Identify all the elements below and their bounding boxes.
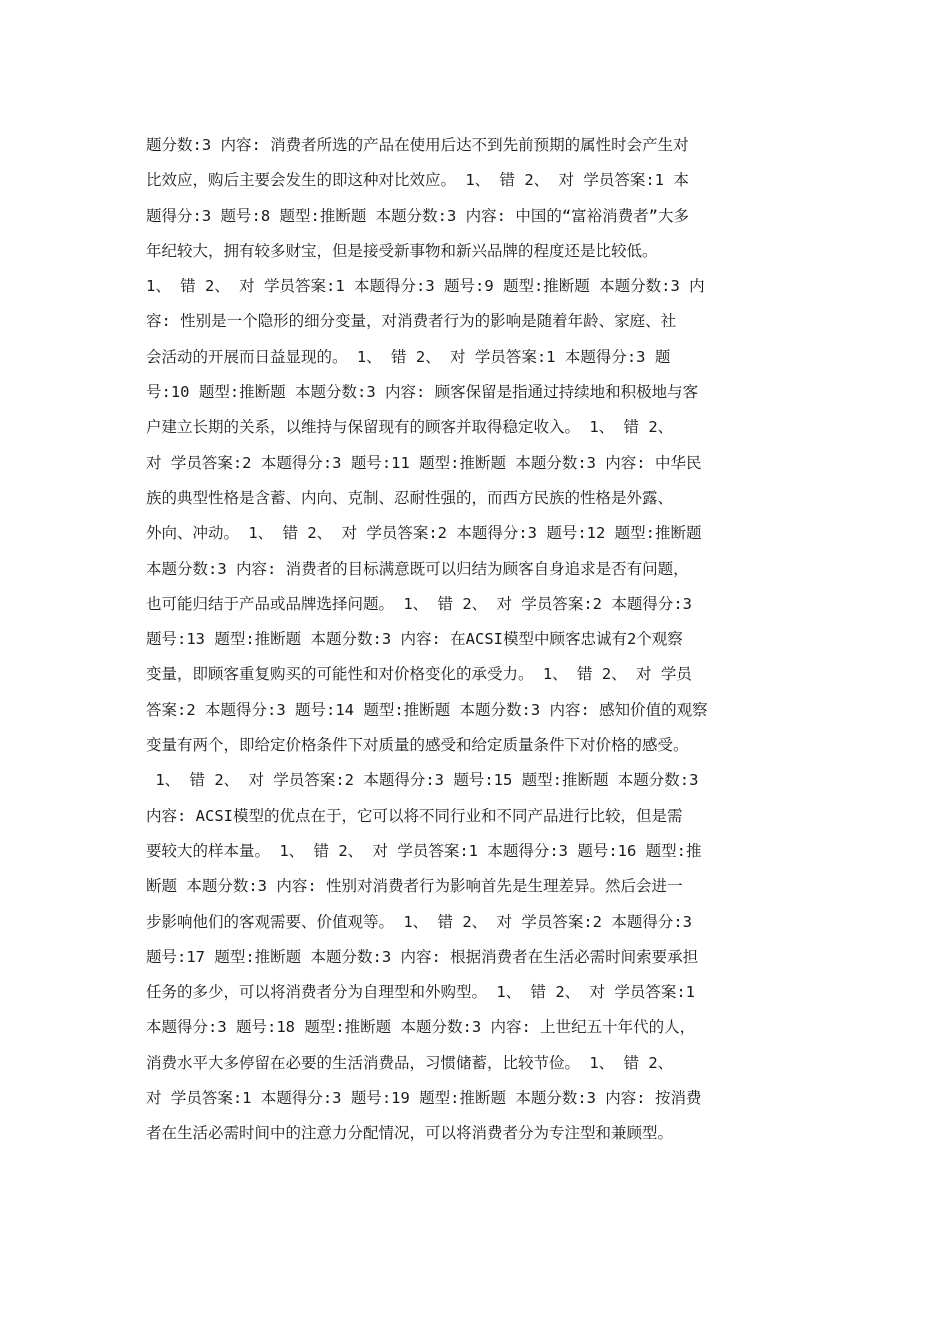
text-line: 号:10 题型:推断题 本题分数:3 内容: 顾客保留是指通过持续地和积极地与客 [146, 383, 699, 402]
body-text [146, 128, 806, 1152]
text-line: 族的典型性格是含蓄、内向、克制、忍耐性强的，而西方民族的性格是外露、 [146, 488, 674, 507]
text-line: 题号:13 题型:推断题 本题分数:3 内容: 在ACSI模型中顾客忠诚有2个观察 [146, 630, 683, 649]
text-line: 题号:17 题型:推断题 本题分数:3 内容: 根据消费者在生活必需时间索要承担 [146, 947, 699, 966]
text-line: 本题得分:3 题号:18 题型:推断题 本题分数:3 内容: 上世纪五十年代的人， [146, 1018, 696, 1037]
text-line: 步影响他们的客观需要、价值观等。 1、 错 2、 对 学员答案:2 本题得分:3 [146, 912, 692, 931]
text-line: 1、 错 2、 对 学员答案:2 本题得分:3 题号:15 题型:推断题 本题分数:3 [146, 771, 699, 790]
text-line: 容: 性别是一个隐形的细分变量，对消费者行为的影响是随着年龄、家庭、社 [146, 312, 677, 331]
text-line: 者在生活必需时间中的注意力分配情况，可以将消费者分为专注型和兼顾型。 [146, 1124, 674, 1143]
text-line: 变量有两个，即给定价格条件下对质量的感受和给定质量条件下对价格的感受。 [146, 736, 689, 755]
text-line: 变量，即顾客重复购买的可能性和对价格变化的承受力。 1、 错 2、 对 学员 [146, 665, 692, 684]
text-line: 内容: ACSI模型的优点在于，它可以将不同行业和不同产品进行比较，但是需 [146, 806, 683, 825]
text-line: 会活动的开展而日益显现的。 1、 错 2、 对 学员答案:1 本题得分:3 题 [146, 347, 671, 366]
text-line: 也可能归结于产品或品牌选择问题。 1、 错 2、 对 学员答案:2 本题得分:3 [146, 594, 692, 613]
text-line: 任务的多少，可以将消费者分为自理型和外购型。 1、 错 2、 对 学员答案:1 [146, 983, 695, 1002]
text-line: 比效应，购后主要会发生的即这种对比效应。 1、 错 2、 对 学员答案:1 本 [146, 171, 689, 190]
text-line: 题分数:3 内容: 消费者所选的产品在使用后达不到先前预期的属性时会产生对 [146, 136, 689, 154]
text-line: 对 学员答案:1 本题得分:3 题号:19 题型:推断题 本题分数:3 内容: 按消费 [146, 1089, 702, 1108]
text-line: 年纪较大，拥有较多财宝，但是接受新事物和新兴品牌的程度还是比较低。 [146, 241, 658, 260]
text-line: 对 学员答案:2 本题得分:3 题号:11 题型:推断题 本题分数:3 内容: 中华民 [146, 453, 702, 472]
text-line: 答案:2 本题得分:3 题号:14 题型:推断题 本题分数:3 内容: 感知价值的观察 [146, 700, 708, 719]
text-line: 题得分:3 题号:8 题型:推断题 本题分数:3 内容: 中国的“富裕消费者”大多 [146, 206, 689, 225]
text-line: 本题分数:3 内容: 消费者的目标满意既可以归结为顾客自身追求是否有问题， [146, 559, 689, 578]
text-line: 外向、冲动。 1、 错 2、 对 学员答案:2 本题得分:3 题号:12 题型:推断题 [146, 524, 702, 543]
text-line: 要较大的样本量。 1、 错 2、 对 学员答案:1 本题得分:3 题号:16 题型:推 [146, 841, 702, 860]
text-line: 1、 错 2、 对 学员答案:1 本题得分:3 题号:9 题型:推断题 本题分数:3 内 [146, 277, 705, 296]
text-line: 户建立长期的关系，以维持与保留现有的顾客并取得稳定收入。 1、 错 2、 [146, 418, 674, 437]
text-line: 消费水平大多停留在必要的生活消费品，习惯储蓄，比较节俭。 1、 错 2、 [146, 1053, 674, 1072]
text-line: 断题 本题分数:3 内容: 性别对消费者行为影响首先是生理差异。然后会进一 [146, 877, 683, 896]
